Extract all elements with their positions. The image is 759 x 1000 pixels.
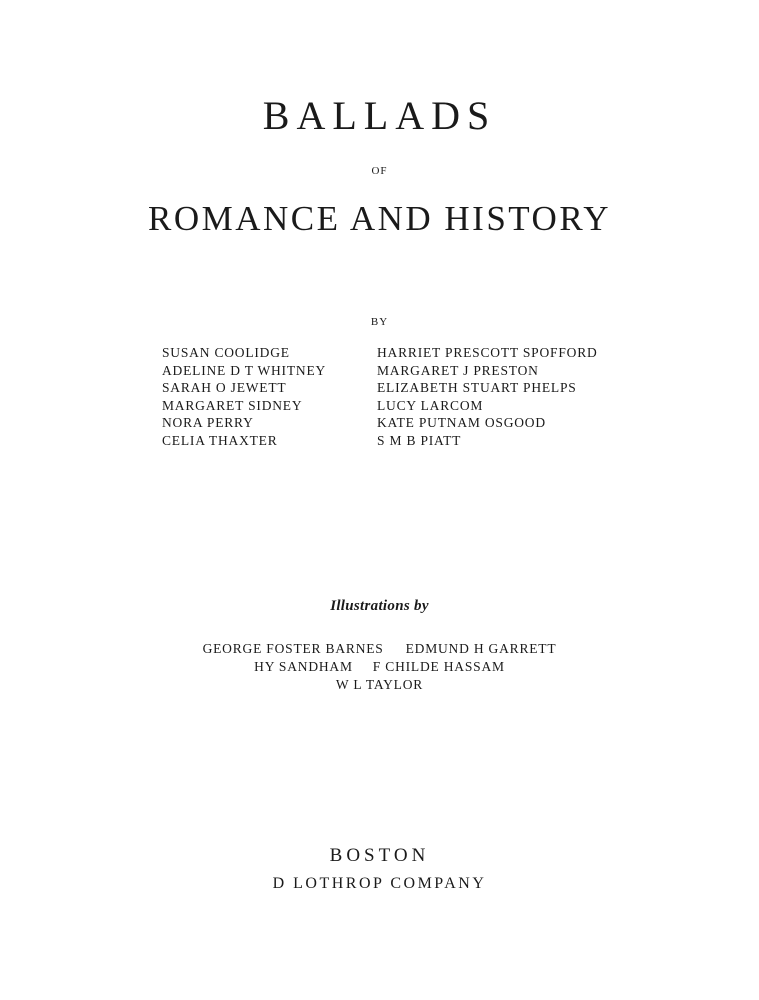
title-connector: OF: [371, 165, 388, 177]
illustrator-name: F CHILDE HASSAM: [372, 659, 505, 674]
imprint-publisher: D LOTHROP COMPANY: [272, 875, 487, 892]
authors-right-column: [377, 344, 598, 450]
illustrations-heading: Illustrations by: [330, 598, 429, 614]
author-name: KATE PUTNAM OSGOOD: [377, 415, 546, 431]
illustrator-name: GEORGE FOSTER BARNES: [202, 641, 384, 656]
authors-left-column: [162, 344, 326, 450]
author-name: SARAH O JEWETT: [162, 380, 287, 396]
book-title: BALLADS: [262, 93, 497, 138]
illustrator-name: W L TAYLOR: [335, 677, 424, 692]
author-name: S M B PIATT: [377, 432, 462, 448]
author-name: MARGARET J PRESTON: [377, 362, 539, 378]
imprint-city: BOSTON: [329, 845, 430, 866]
author-name: SUSAN COOLIDGE: [162, 345, 290, 360]
author-name: LUCY LARCOM: [377, 397, 484, 413]
illustrator-name: HY SANDHAM: [254, 659, 353, 674]
author-name: CELIA THAXTER: [162, 432, 278, 448]
author-name: HARRIET PRESCOTT SPOFFORD: [377, 345, 598, 360]
author-name: ADELINE D T WHITNEY: [162, 362, 327, 378]
author-name: NORA PERRY: [162, 415, 254, 431]
author-name: MARGARET SIDNEY: [162, 397, 303, 413]
illustrators-line: [0, 642, 759, 656]
author-name: ELIZABETH STUART PHELPS: [377, 380, 577, 396]
illustrators-line: [0, 678, 759, 692]
book-subtitle: ROMANCE AND HISTORY: [147, 199, 612, 238]
illustrator-name: EDMUND H GARRETT: [405, 641, 557, 656]
by-label: BY: [370, 316, 389, 328]
illustrators-line: [0, 660, 759, 674]
